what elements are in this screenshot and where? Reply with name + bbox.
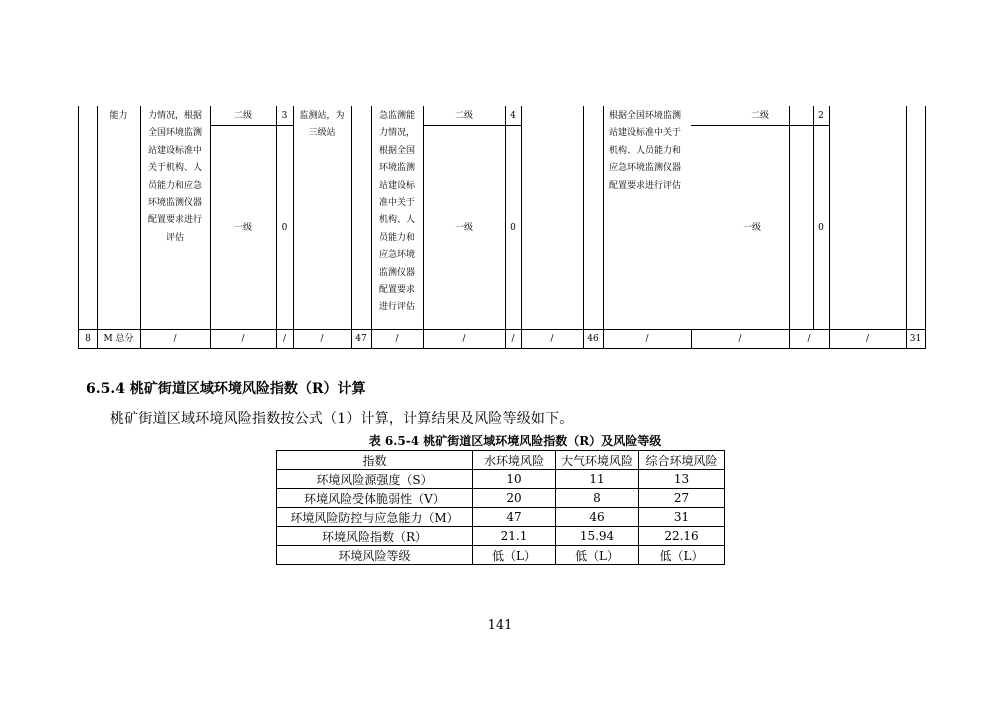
desc-line: 力情况， xyxy=(379,128,416,139)
comp-score-2: 2 xyxy=(818,111,824,121)
total-row-no: 8 xyxy=(85,334,91,344)
air-description xyxy=(379,108,423,317)
total-row-slash: / xyxy=(241,334,245,344)
risk-index-table xyxy=(276,450,725,565)
desc-line: 进行评估 xyxy=(379,302,416,313)
body-paragraph: 桃矿街道区域环境风险指数按公式（1）计算，计算结果及风险等级如下。 xyxy=(110,411,574,427)
table-cell: 11 xyxy=(556,470,639,489)
header-cell: 综合环境风险 xyxy=(639,451,725,470)
table-cell: 20 xyxy=(473,489,556,508)
desc-line: 全国环境监测 xyxy=(147,128,202,139)
total-row-slash: / xyxy=(173,334,177,344)
desc-line: 关于机构、人 xyxy=(147,163,202,174)
water-level-2: 二级 xyxy=(233,111,252,121)
table-cell: 21.1 xyxy=(473,527,556,546)
table-cell: 47 xyxy=(473,508,556,527)
table-cell: 10 xyxy=(473,470,556,489)
header-cell: 指数 xyxy=(277,451,473,470)
desc-line: 站建设标准中关于 xyxy=(609,128,682,139)
desc-line: 急监测能 xyxy=(379,111,416,121)
desc-line: 配置要求进行 xyxy=(147,215,202,226)
desc-line: 环境监测 xyxy=(379,163,416,174)
table-row xyxy=(277,470,725,489)
table-caption: 表 6.5-4 桃矿街道区域环境风险指数（R）及风险等级 xyxy=(368,434,662,448)
table-row xyxy=(277,546,725,565)
water-level-1: 一级 xyxy=(233,223,252,233)
desc-line: 评估 xyxy=(165,232,184,243)
table-cell: 31 xyxy=(639,508,725,527)
total-row-comp-total: 31 xyxy=(909,334,922,344)
table-cell: 27 xyxy=(639,489,725,508)
table-row xyxy=(277,508,725,527)
comp-score-1: 0 xyxy=(818,223,824,233)
total-row-slash: / xyxy=(550,334,554,344)
table-row xyxy=(277,489,725,508)
table-cell: 13 xyxy=(639,470,725,489)
comp-description xyxy=(609,108,691,195)
comp-level-1: 一级 xyxy=(742,223,761,233)
water-description xyxy=(140,108,210,247)
table-cell: 低（L） xyxy=(473,546,556,565)
desc-line: 准中关于 xyxy=(379,198,416,209)
desc-line: 环境监测仪器 xyxy=(147,198,202,209)
water-note xyxy=(293,108,351,143)
desc-line: 监测仪器 xyxy=(379,267,416,278)
desc-line: 根据全国环境监测 xyxy=(609,111,682,121)
section-heading: 6.5.4 桃矿街道区域环境风险指数（R）计算 xyxy=(86,381,366,397)
row-label: 环境风险源强度（S） xyxy=(277,470,473,489)
note-line: 三级站 xyxy=(308,128,336,139)
header-cell: 水环境风险 xyxy=(473,451,556,470)
air-score-1: 0 xyxy=(510,223,516,233)
capability-table xyxy=(78,106,926,349)
total-row-water-total: 47 xyxy=(355,334,367,344)
desc-line: 站建设标准中 xyxy=(147,145,202,156)
desc-line: 配置要求 xyxy=(379,285,416,296)
page-number: 141 xyxy=(487,618,513,633)
table-cell: 22.16 xyxy=(639,527,725,546)
table-cell: 8 xyxy=(556,489,639,508)
desc-line: 机构、人 xyxy=(379,215,416,226)
table-cell: 低（L） xyxy=(556,546,639,565)
header-cell: 大气环境风险 xyxy=(556,451,639,470)
total-row-slash: / xyxy=(462,334,466,344)
table-cell: 46 xyxy=(556,508,639,527)
note-line: 监测站，为 xyxy=(299,111,345,121)
desc-line: 站建设标 xyxy=(379,180,416,191)
desc-line: 员能力和应急 xyxy=(147,180,202,191)
total-row-slash: / xyxy=(738,334,742,344)
desc-line: 应急环境监测仪器 xyxy=(609,163,682,174)
desc-line: 根据全国 xyxy=(379,145,416,156)
water-score-1: 0 xyxy=(281,223,288,233)
desc-line: 力情况，根据 xyxy=(147,111,202,121)
air-level-2: 二级 xyxy=(454,111,473,121)
row-label: 环境风险受体脆弱性（V） xyxy=(277,489,473,508)
total-row-name: M 总分 xyxy=(103,334,134,344)
row-label: 环境风险指数（R） xyxy=(277,527,473,546)
total-row-slash: / xyxy=(645,334,649,344)
desc-line: 员能力和 xyxy=(379,232,416,243)
total-row-slash: / xyxy=(511,334,515,344)
total-row-slash: / xyxy=(282,334,287,344)
row-label: 环境风险防控与应急能力（M） xyxy=(277,508,473,527)
desc-line: 应急环境 xyxy=(379,250,416,261)
comp-level-2: 二级 xyxy=(750,111,769,121)
table-header-row xyxy=(277,451,725,470)
total-row-air-total: 46 xyxy=(587,334,599,344)
total-row-slash: / xyxy=(320,334,324,344)
air-score-2: 4 xyxy=(510,111,516,121)
water-score-2: 3 xyxy=(281,111,288,121)
row-label: 环境风险等级 xyxy=(277,546,473,565)
total-row-slash: / xyxy=(395,334,399,344)
table-cell: 低（L） xyxy=(639,546,725,565)
air-level-1: 一级 xyxy=(454,223,473,233)
total-row-slash: / xyxy=(865,334,870,344)
capability-label: 能力 xyxy=(109,111,128,121)
total-row-slash: / xyxy=(807,334,811,344)
table-row xyxy=(277,527,725,546)
table-cell: 15.94 xyxy=(556,527,639,546)
desc-line: 机构、人员能力和 xyxy=(609,145,682,156)
desc-line: 配置要求进行评估 xyxy=(609,180,682,191)
